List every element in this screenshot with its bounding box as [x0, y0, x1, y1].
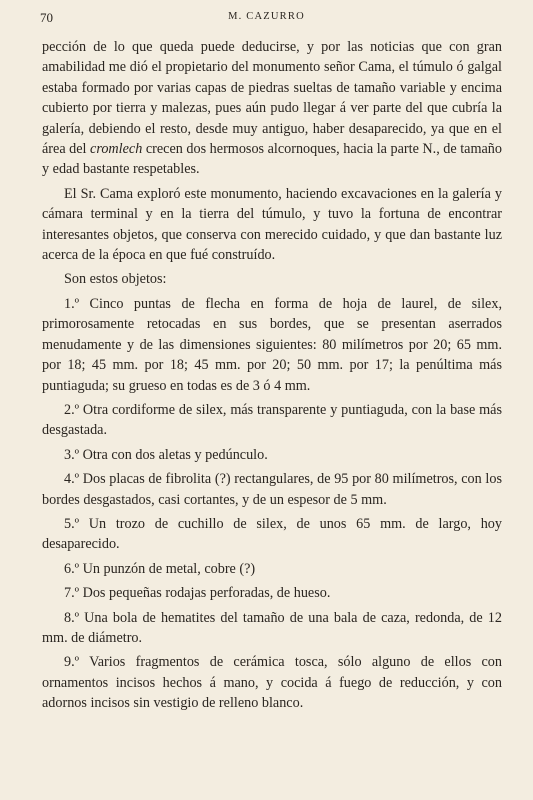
list-item: 2.º Otra cordiforme de silex, más transparente y puntiaguda, con la base más desgastada. [42, 401, 502, 439]
list-item: 6.º Un punzón de metal, cobre (?) [64, 560, 256, 577]
page-header [40, 10, 493, 28]
running-head: M. CAZURRO [228, 11, 305, 22]
italic-term: cromlech [90, 141, 143, 158]
paragraph-text: crecen dos hermosos alcornoques, hacia la parte N., de tamaño y edad bastante respetables. [42, 141, 502, 178]
body-text [42, 37, 502, 714]
list-item: 3.º Otra con dos aletas y pedúnculo. [64, 446, 268, 463]
paragraph: Son estos objetos: [64, 271, 167, 288]
list-item: 5.º Un trozo de cuchillo de silex, de unos 65 mm. de largo, hoy desaparecido. [42, 515, 502, 553]
list-item: 7.º Dos pequeñas rodajas perforadas, de hueso. [64, 585, 331, 602]
list-item: 8.º Una bola de hematites del tamaño de una bala de caza, redonda, de 12 mm. de diámetro. [42, 609, 502, 646]
paragraph-text: pección de lo que queda puede deducirse, y por las noticias que con gran amabilidad me dió el propietario del monumento señor Cama, el túmulo ó galgal estaba formado por varias capas de piedras sueltas de tamaño variable y encima cubierto por tierra y malezas, pues aún pudo llegar á ver parte del que cubría la galería, debiendo el resto, desde muy antiguo, haber desaparecido, ya que en el área del [42, 39, 502, 158]
paragraph [42, 37, 502, 180]
list-item: 4.º Dos placas de fibrolita (?) rectangulares, de 95 por 80 milímetros, con los bordes desgastados, casi cortantes, y de un espesor de 5 mm. [42, 471, 502, 508]
list-item: 9.º Varios fragmentos de cerámica tosca, sólo alguno de ellos con ornamentos incisos hechos á mano, y cocida á fuego de reducción, y con adornos incisos sin vestigio de relleno blanco. [42, 654, 502, 712]
page-number: 70 [40, 10, 53, 25]
list-item: 1.º Cinco puntas de flecha en forma de hoja de laurel, de silex, primorosamente retocadas en sus bordes, que se presentan aserrados menudamente y de las dimensiones siguientes: 80 milímetros por 20; 65 mm. por 18; 45 mm. por 18; 45 mm. por 20; 50 mm. por 17; la penúltima más puntiaguda; su grueso en todas es de 3 ó 4 mm. [42, 295, 502, 394]
paragraph: El Sr. Cama exploró este monumento, haciendo excavaciones en la galería y cámara terminal y en la tierra del túmulo, y tuvo la fortuna de encontrar interesantes objetos, que conserva con merecido cuidado, y que dan bastante luz acerca de la época en que fué construído. [42, 185, 502, 264]
